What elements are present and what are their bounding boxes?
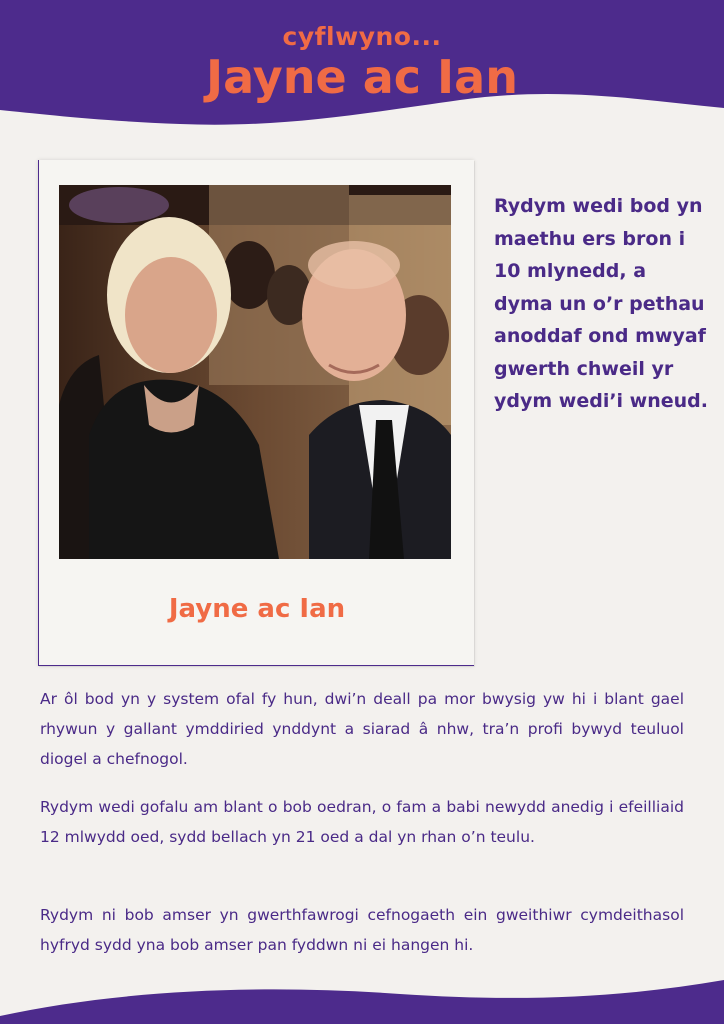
body-paragraph-1: Ar ôl bod yn y system ofal fy hun, dwi’n deall pa mor bwysig yw hi i blant gael rhywun y gallant ymddiried ynddynt a siarad â nhw, tra’n profi bywyd teuluol diogel a chefnogol. xyxy=(40,690,684,768)
couple-photo xyxy=(59,185,451,559)
footer-wave-background xyxy=(0,954,724,1024)
body-paragraph-3: Rydym ni bob amser yn gwerthfawrogi cefnogaeth ein gweithiwr cymdeithasol hyfryd sydd yna bob amser pan fyddwn ni ei hangen hi. xyxy=(40,906,684,954)
body-paragraph-2: Rydym wedi gofalu am blant o bob oedran, o fam a babi newydd anedig i efeilliaid 12 mlwydd oed, sydd bellach yn 21 oed a dal yn rhan o’n teulu. xyxy=(40,798,684,846)
pull-quote: Rydym wedi bod yn maethu ers bron i 10 mlynedd, a dyma un o’r pethau anoddaf ond mwyaf gwerth chweil yr ydym wedi’i wneud. xyxy=(494,195,708,412)
photo-caption: Jayne ac Ian xyxy=(168,594,346,624)
photo-card xyxy=(38,160,474,666)
page-title: Jayne ac Ian xyxy=(206,50,518,104)
header-kicker: cyflwyno... xyxy=(282,22,442,51)
